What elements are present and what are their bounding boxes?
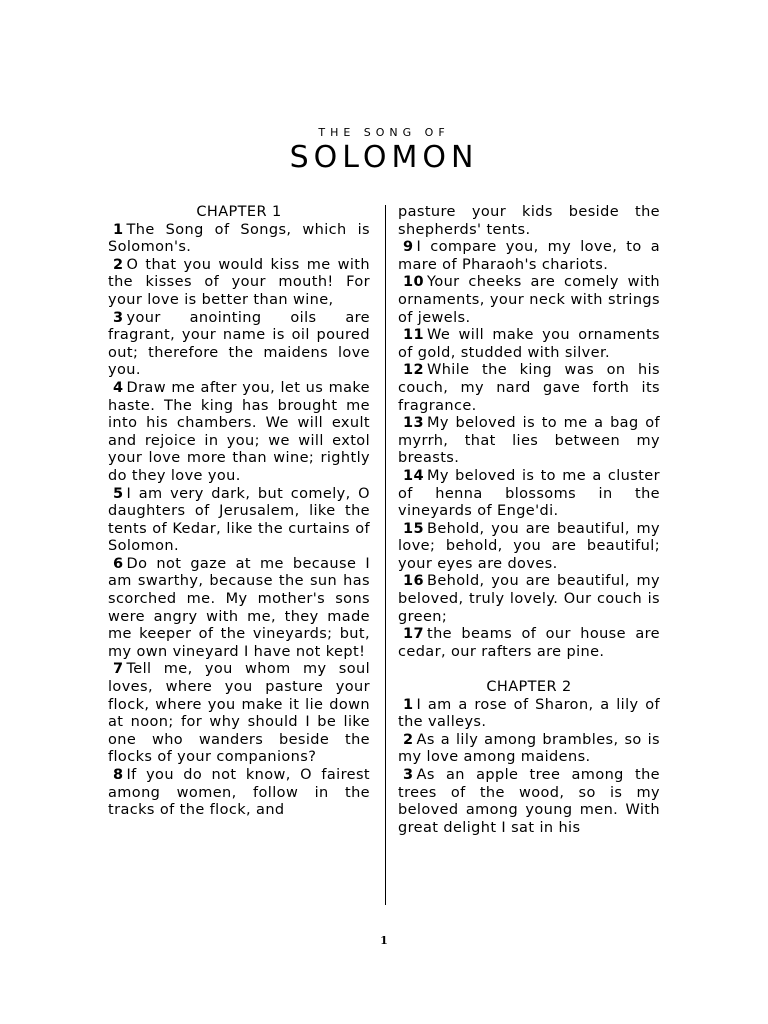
verse-number: 11	[403, 327, 424, 344]
verse-number: 4	[113, 379, 124, 396]
verse-text: I am very dark, but comely, O daughters of Jerusalem, like the tents of Kedar, like the curtains of Solomon.	[108, 485, 370, 555]
verse-text: As a lily among brambles, so is my love among maidens.	[398, 731, 660, 766]
verse-text: O that you would kiss me with the kisses of your mouth! For your love is better than wine,	[108, 256, 370, 308]
book-title: SOLOMON	[289, 140, 479, 175]
verse-text: Behold, you are beautiful, my beloved, truly lovely. Our couch is green;	[398, 573, 660, 625]
verse-number: 13	[403, 415, 424, 432]
verse-number: 3	[403, 767, 414, 783]
verse-number: 6	[113, 555, 124, 572]
verse-number: 15	[403, 520, 424, 537]
verse	[398, 626, 660, 661]
verse-text: If you do not know, O fairest among women, follow in the tracks of the flock, and	[108, 767, 370, 819]
verse	[398, 274, 660, 327]
column-divider	[385, 205, 386, 905]
verse-number: 1	[113, 221, 124, 238]
left-column	[108, 204, 370, 820]
verse-number: 7	[113, 661, 124, 678]
right-column	[398, 204, 660, 837]
verse-number: 14	[403, 467, 424, 484]
verse-number: 2	[403, 731, 414, 748]
verse	[398, 573, 660, 626]
verse-text: Do not gaze at me because I am swarthy, because the sun has scorched me. My mother's sons were angry with me, they made me keeper of the vineyards; but, my own vineyard I have not kept!	[108, 555, 370, 660]
verse	[108, 661, 370, 767]
verse	[108, 222, 370, 257]
verse-number: 5	[113, 485, 124, 502]
verse	[108, 310, 370, 380]
verse-text: The Song of Songs, which is Solomon's.	[108, 221, 370, 256]
verse-number: 1	[403, 696, 414, 713]
verse-number: 12	[403, 362, 424, 379]
verse	[398, 521, 660, 574]
verse	[108, 767, 370, 820]
verse-number: 16	[403, 573, 424, 590]
verse	[398, 767, 660, 837]
pre-title: THE SONG OF	[318, 126, 450, 139]
verse-text: your anointing oils are fragrant, your name is oil poured out; therefore the maidens love you.	[108, 309, 370, 379]
verse-text: While the king was on his couch, my nard gave forth its fragrance.	[398, 362, 660, 414]
verse	[398, 732, 660, 767]
verse-text: I compare you, my love, to a mare of Pharaoh's chariots.	[398, 239, 660, 273]
verse-text: the beams of our house are cedar, our rafters are pine.	[398, 626, 660, 660]
chapter-heading: CHAPTER 1	[196, 204, 282, 220]
verse	[398, 697, 660, 732]
verse-number: 2	[113, 256, 124, 273]
verse	[108, 257, 370, 310]
verse-text: Behold, you are beautiful, my love; behold, you are beautiful; your eyes are doves.	[398, 520, 660, 572]
verse	[398, 327, 660, 362]
verse	[398, 468, 660, 521]
verse	[108, 556, 370, 662]
verse-number: 8	[113, 767, 124, 783]
verse-number: 10	[403, 274, 424, 291]
verse-text: My beloved is to me a cluster of henna blossoms in the vineyards of Enge'di.	[398, 467, 660, 520]
page-number: 1	[380, 934, 388, 947]
verse-text: My beloved is to me a bag of myrrh, that lies between my breasts.	[398, 415, 660, 467]
verse	[398, 239, 660, 274]
verse-text: Tell me, you whom my soul loves, where you pasture your flock, where you make it lie down at noon; for why should I be like one who wanders beside the flocks of your companions?	[108, 661, 370, 766]
verse-number: 17	[403, 626, 424, 643]
verse-text: As an apple tree among the trees of the wood, so is my beloved among young men. With great delight I sat in his	[398, 767, 660, 836]
verse	[108, 380, 370, 486]
verse	[398, 362, 660, 415]
verse-continuation: pasture your kids beside the shepherds' tents.	[398, 204, 660, 238]
verse-text: We will make you ornaments of gold, studded with silver.	[398, 327, 660, 361]
verse	[398, 415, 660, 468]
verse-text: Draw me after you, let us make haste. The king has brought me into his chambers. We will exult and rejoice in you; we will extol your love more than wine; rightly do they love you.	[108, 379, 370, 484]
verse-text: I am a rose of Sharon, a lily of the valleys.	[398, 696, 660, 731]
verse	[108, 486, 370, 556]
verse-text: Your cheeks are comely with ornaments, your neck with strings of jewels.	[398, 274, 660, 326]
verse-number: 9	[403, 239, 414, 256]
chapter-heading: CHAPTER 2	[486, 679, 572, 696]
verse-number: 3	[113, 309, 124, 326]
